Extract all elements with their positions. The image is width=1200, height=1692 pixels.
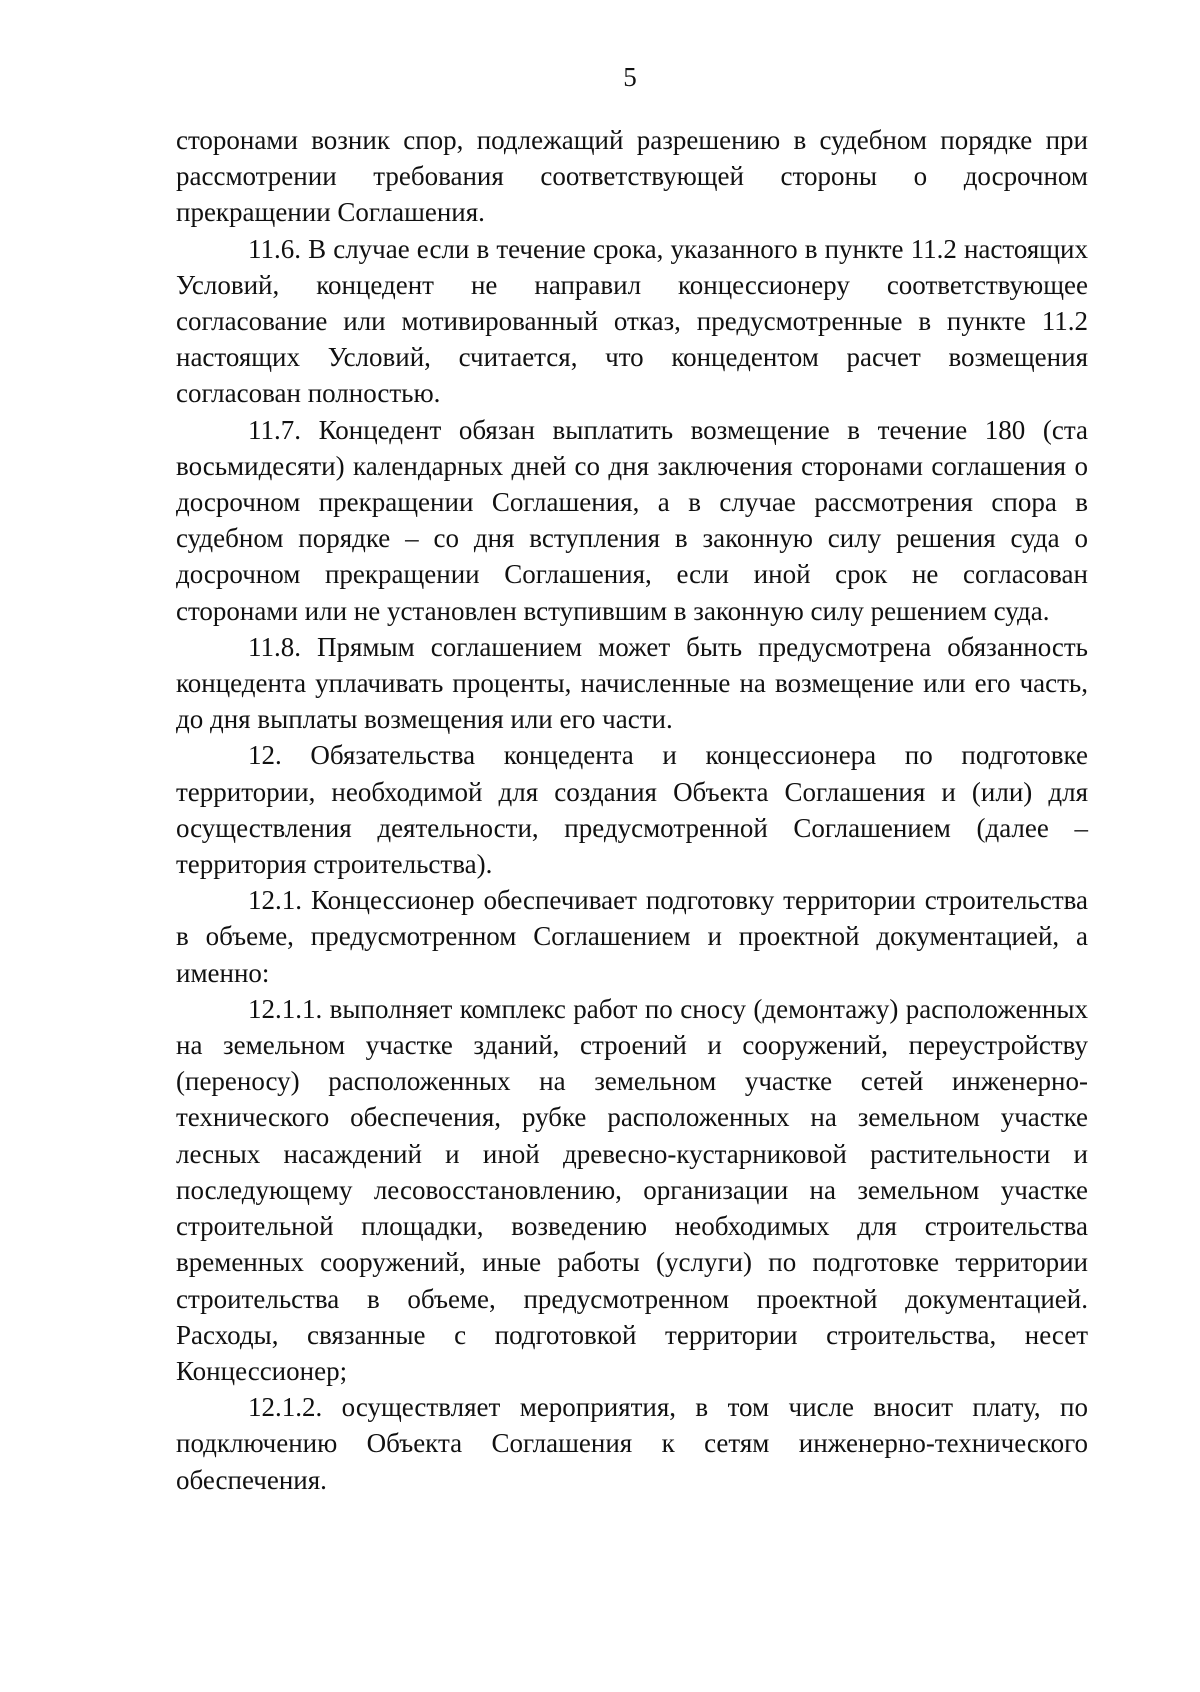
page-number: 5 bbox=[623, 62, 637, 92]
paragraph-11-6: 11.6. В случае если в течение срока, указанного в пункте 11.2 настоящих Условий, концедент не направил концессионеру соответствующее согласование или мотивированный отказ, предусмотренные в пункте 11.2 настоящих Условий, считается, что концедентом расчет возмещения согласован полностью. bbox=[176, 233, 1088, 409]
paragraph-12: 12. Обязательства концедента и концессионера по подготовке территории, необходимой для создания Объекта Соглашения и (или) для осуществления деятельности, предусмотренной Соглашением (далее – территория строительства). bbox=[176, 740, 1088, 880]
paragraph-11-7: 11.7. Концедент обязан выплатить возмещение в течение 180 (ста восьмидесяти) календарных дней со дня заключения сторонами соглашения о досрочном прекращении Соглашения, а в случае рассмотрения спора в судебном порядке – со дня вступления в законную силу решения суда о досрочном прекращении Соглашения, если иной срок не согласован сторонами или не установлен вступившим в законную силу решением суда. bbox=[176, 414, 1088, 626]
paragraph-12-1-1: 12.1.1. выполняет комплекс работ по сносу (демонтажу) расположенных на земельном участке зданий, строений и сооружений, переустройству (переносу) расположенных на земельном участке сетей инженерно-технического обеспечения, рубке расположенных на земельном участке лесных насаждений и иной древесно-кустарниковой растительности и последующему лесовосстановлению, организации на земельном участке строительной площадки, возведению необходимых для строительства временных сооружений, иные работы (услуги) по подготовке территории строительства в объеме, предусмотренном проектной документацией. Расходы, связанные с подготовкой территории строительства, несет Концессионер; bbox=[176, 993, 1088, 1386]
paragraph-11-8: 11.8. Прямым соглашением может быть предусмотрена обязанность концедента уплачивать проценты, начисленные на возмещение или его часть, до дня выплаты возмещения или его части. bbox=[176, 631, 1088, 735]
paragraph-12-1-2: 12.1.2. осуществляет мероприятия, в том числе вносит плату, по подключению Объекта Соглашения к сетям инженерно-технического обеспечения. bbox=[176, 1392, 1088, 1495]
document-body bbox=[176, 122, 1088, 1498]
paragraph-continuation: сторонами возник спор, подлежащий разрешению в судебном порядке при рассмотрении требования соответствующей стороны о досрочном прекращении Соглашения. bbox=[176, 125, 1088, 228]
paragraph-12-1: 12.1. Концессионер обеспечивает подготовку территории строительства в объеме, предусмотренном Соглашением и проектной документацией, а именно: bbox=[176, 885, 1088, 988]
